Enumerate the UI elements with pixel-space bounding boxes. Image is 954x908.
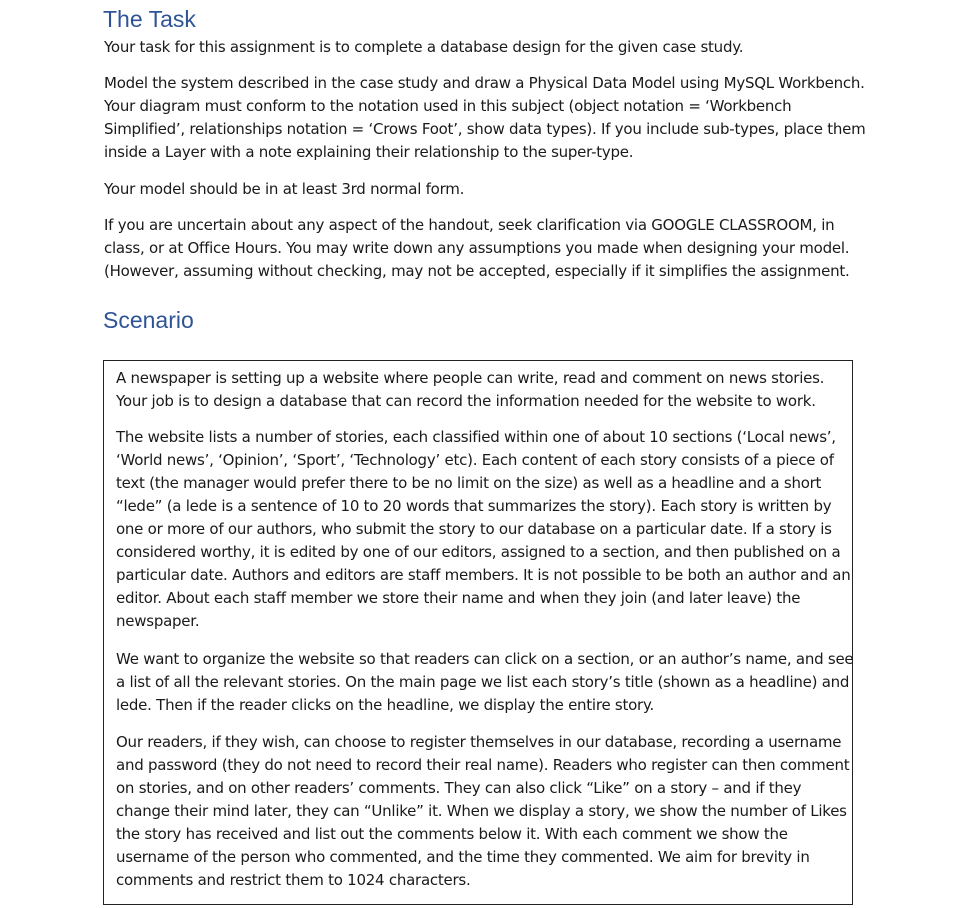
scenario-paragraph [116, 367, 824, 413]
task-paragraph [104, 72, 865, 164]
text-line: editor. About each staff member we store their name and when they join (and later leave) the [116, 589, 801, 607]
text-line: Your model should be in at least 3rd normal form. [104, 180, 465, 198]
scenario-paragraph [116, 426, 851, 633]
text-line: lede. Then if the reader clicks on the headline, we display the entire story. [116, 696, 654, 714]
text-line: the story has received and list out the comments below it. With each comment we show the [116, 825, 788, 843]
scenario-paragraph [116, 731, 849, 892]
scenario-paragraph [116, 648, 853, 717]
text-line: If you are uncertain about any aspect of the handout, seek clarification via GOOGLE CLASSROOM, in [104, 216, 835, 234]
scenario-heading: Scenario [103, 307, 194, 333]
text-line: and password (they do not need to record their real name). Readers who register can then comment [116, 756, 850, 774]
text-line: We want to organize the website so that readers can click on a section, or an author’s name, and see [116, 650, 854, 668]
text-line: newspaper. [116, 612, 200, 630]
text-line: A newspaper is setting up a website where people can write, read and comment on news stories. [116, 369, 825, 387]
text-line: comments and restrict them to 1024 characters. [116, 871, 471, 889]
task-paragraph [104, 178, 464, 201]
text-line: Your task for this assignment is to complete a database design for the given case study. [104, 38, 744, 56]
text-line: text (the manager would prefer there to be no limit on the size) as well as a headline and a short [116, 474, 822, 492]
text-line: ‘World news’, ‘Opinion’, ‘Sport’, ‘Technology’ etc). Each content of each story consists of a piece of [116, 451, 834, 469]
text-line: on stories, and on other readers’ comments. They can also click “Like” on a story – and if they [116, 779, 802, 797]
text-line: (However, assuming without checking, may not be accepted, especially if it simplifies the assignment. [104, 262, 850, 280]
text-line: Your diagram must conform to the notation used in this subject (object notation = ‘Workbench [104, 97, 792, 115]
text-line: considered worthy, it is edited by one of our editors, assigned to a section, and then published on a [116, 543, 841, 561]
text-line: Our readers, if they wish, can choose to register themselves in our database, recording a username [116, 733, 842, 751]
text-line: username of the person who commented, and the time they commented. We aim for brevity in [116, 848, 810, 866]
text-line: inside a Layer with a note explaining their relationship to the super-type. [104, 143, 634, 161]
text-line: Model the system described in the case study and draw a Physical Data Model using MySQL Workbench. [104, 74, 865, 92]
text-line: particular date. Authors and editors are staff members. It is not possible to be both an author and an [116, 566, 851, 584]
text-line: class, or at Office Hours. You may write down any assumptions you made when designing your model. [104, 239, 850, 257]
task-paragraph [104, 214, 850, 283]
text-line: a list of all the relevant stories. On the main page we list each story’s title (shown as a headline) and [116, 673, 850, 691]
text-line: one or more of our authors, who submit the story to our database on a particular date. If a story is [116, 520, 832, 538]
text-line: Your job is to design a database that can record the information needed for the website to work. [116, 392, 816, 410]
text-line: change their mind later, they can “Unlike” it. When we display a story, we show the number of Likes [116, 802, 847, 820]
task-heading: The Task [103, 6, 196, 32]
text-line: “lede” (a lede is a sentence of 10 to 20 words that summarizes the story). Each story is written by [116, 497, 832, 515]
task-paragraph [104, 36, 743, 59]
text-line: Simplified’, relationships notation = ‘Crows Foot’, show data types). If you include sub-types, place them [104, 120, 866, 138]
text-line: The website lists a number of stories, each classified within one of about 10 sections (‘Local news’, [116, 428, 836, 446]
